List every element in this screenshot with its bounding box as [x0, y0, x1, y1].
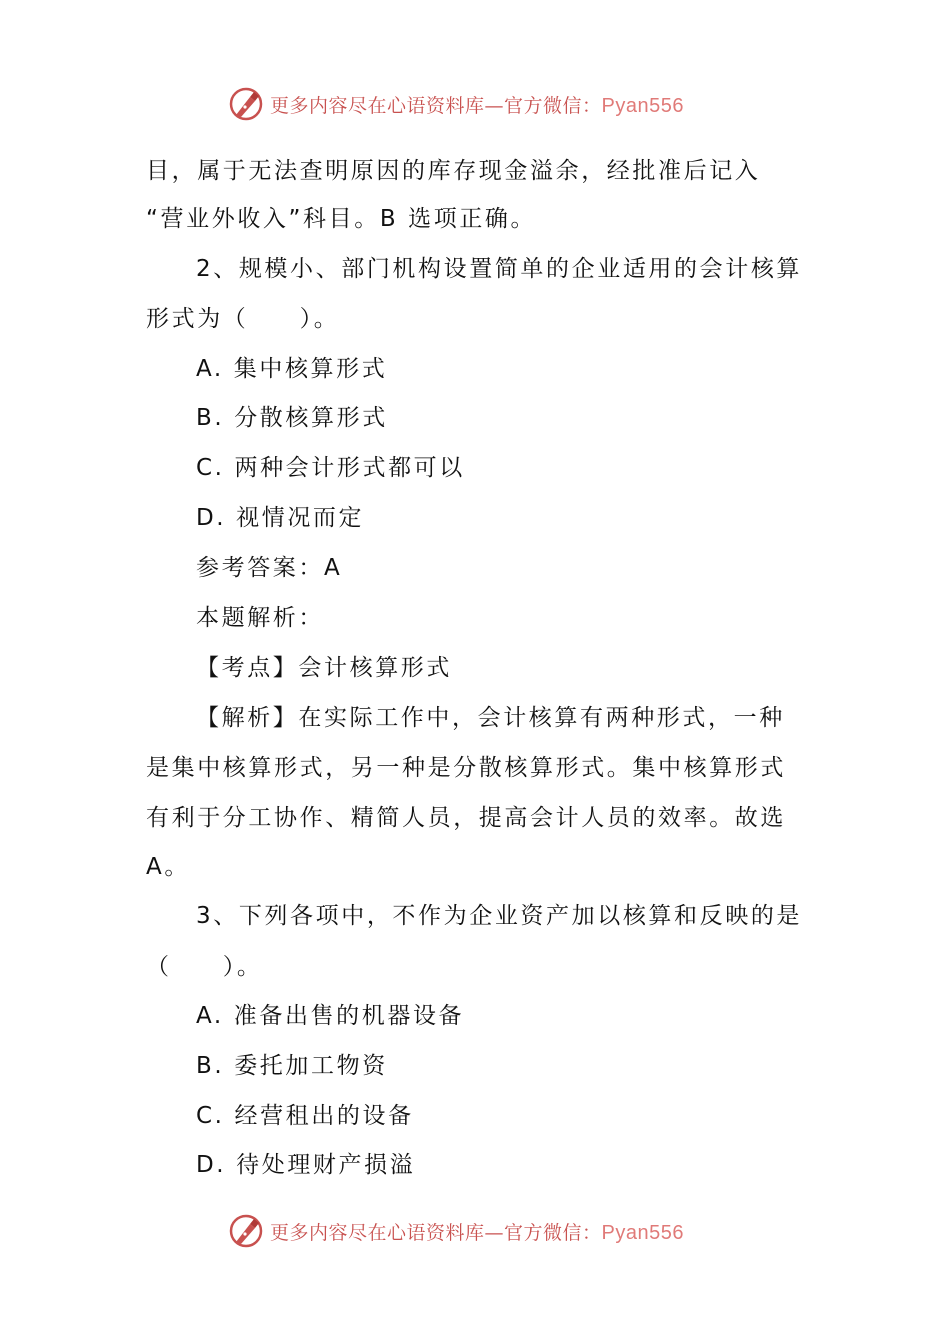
banner-text: 更多内容尽在心语资料库—官方微信：Pyan556: [270, 1221, 684, 1244]
option-b: B. 分散核算形式: [196, 405, 388, 431]
pen-nib-logo-icon: [228, 86, 264, 122]
question-stem: 2、规模小、部门机构设置简单的企业适用的会计核算: [196, 256, 803, 282]
paragraph-line: 目，属于无法查明原因的库存现金溢余，经批准后记入: [146, 158, 761, 184]
wechat-id: Pyan556: [601, 94, 684, 117]
option-a: A. 集中核算形式: [196, 356, 388, 382]
option-a: A. 准备出售的机器设备: [196, 1003, 465, 1029]
option-d: D. 视情况而定: [196, 505, 365, 531]
option-c: C. 两种会计形式都可以: [196, 455, 465, 481]
footer-banner: [0, 1211, 950, 1251]
question-stem: 3、下列各项中，不作为企业资产加以核算和反映的是: [196, 903, 803, 929]
question-stem: （ ）。: [146, 954, 263, 980]
analysis-line: 有利于分工协作、精简人员，提高会计人员的效率。故选: [146, 805, 786, 831]
wechat-id: Pyan556: [601, 1221, 684, 1244]
analysis-title: 本题解析：: [196, 605, 324, 631]
analysis-line: 【解析】在实际工作中，会计核算有两种形式，一种: [196, 705, 785, 731]
pen-nib-logo-icon: [228, 1213, 264, 1249]
analysis-line: 是集中核算形式，另一种是分散核算形式。集中核算形式: [146, 755, 786, 781]
question-stem: 形式为（ ）。: [146, 306, 340, 332]
option-c: C. 经营租出的设备: [196, 1103, 414, 1129]
analysis-line: A。: [146, 854, 190, 880]
option-b: B. 委托加工物资: [196, 1053, 388, 1079]
reference-answer: 参考答案：A: [196, 555, 343, 581]
banner-text: 更多内容尽在心语资料库—官方微信：Pyan556: [270, 94, 684, 117]
option-d: D. 待处理财产损溢: [196, 1152, 416, 1178]
paragraph-line: “营业外收入”科目。B 选项正确。: [146, 206, 537, 232]
header-banner: [0, 84, 950, 124]
key-point: 【考点】会计核算形式: [196, 655, 452, 681]
